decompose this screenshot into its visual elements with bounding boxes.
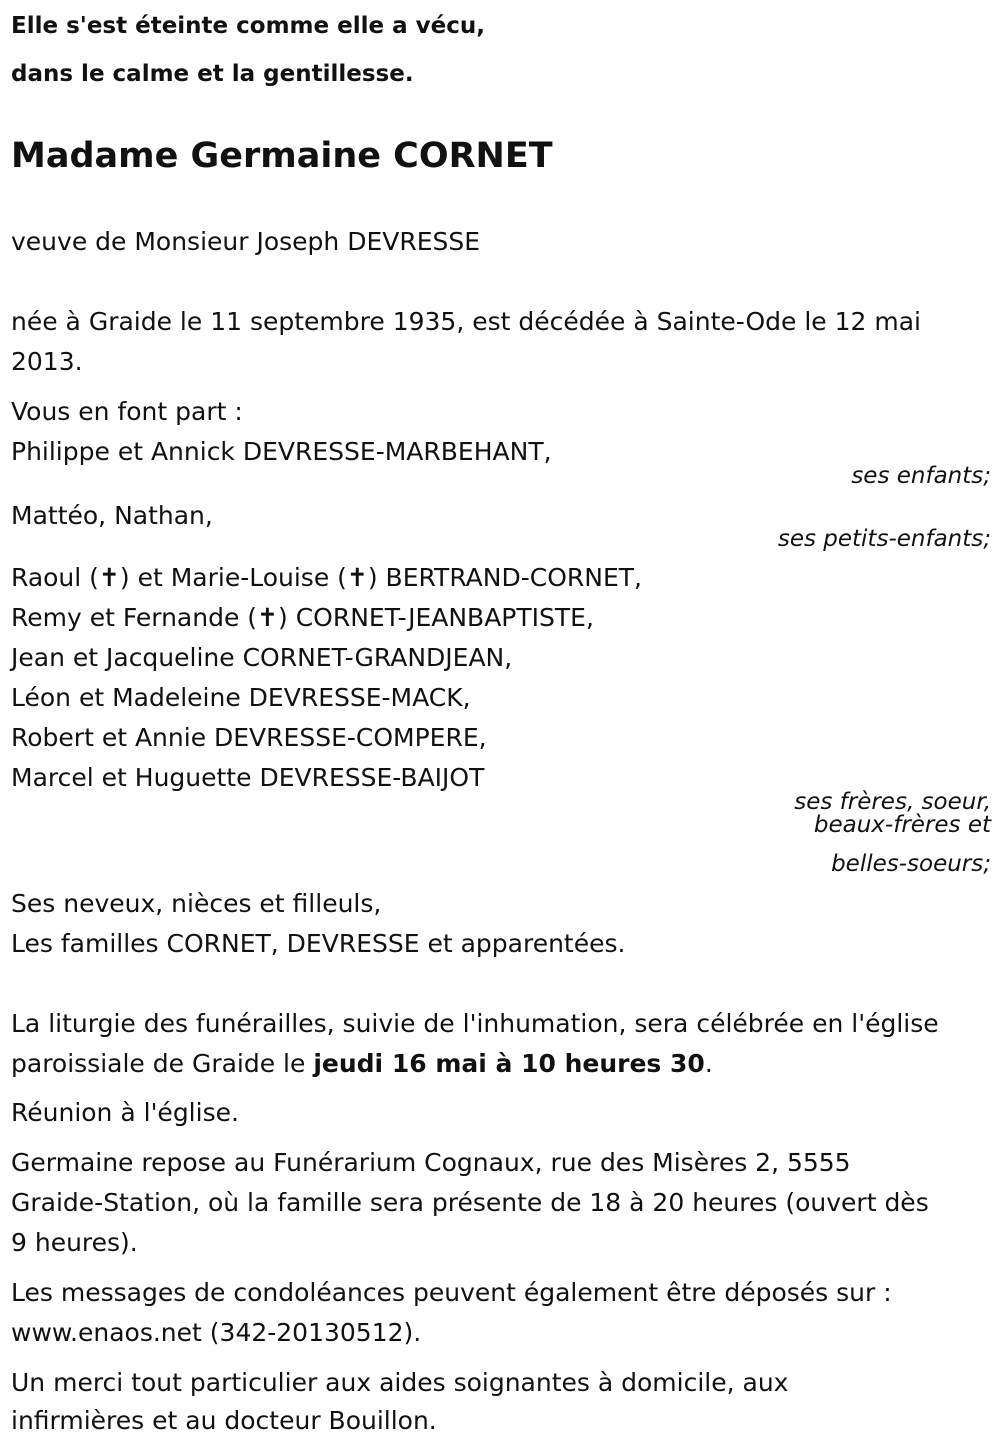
repose-line-1: Germaine repose au Funérarium Cognaux, rue des Misères 2, 5555: [11, 1148, 851, 1177]
repose-line-3: 9 heures).: [11, 1228, 138, 1257]
liturgy-line-2: [11, 1044, 991, 1084]
spouse-line: veuve de Monsieur Joseph DEVRESSE: [11, 227, 481, 256]
epigraph-line-1: Elle s'est éteinte comme elle a vécu,: [11, 13, 485, 39]
others-line-1: Ses neveux, nièces et filleuls,: [11, 889, 382, 918]
thanks-line-2: infirmières et au docteur Bouillon.: [11, 1406, 437, 1435]
liturgy-line-1: La liturgie des funérailles, suivie de l'inhumation, sera célébrée en l'église: [11, 1009, 939, 1038]
announcement-intro: Vous en font part :: [11, 397, 243, 426]
sibling-line: Raoul (✝) et Marie-Louise (✝) BERTRAND-CORNET,: [11, 563, 642, 592]
liturgy-suffix: .: [704, 1049, 713, 1078]
liturgy-prefix: paroissiale de Graide le: [11, 1049, 314, 1078]
children-names: Philippe et Annick DEVRESSE-MARBEHANT,: [11, 437, 552, 466]
repose-line-2: Graide-Station, où la famille sera présente de 18 à 20 heures (ouvert dès: [11, 1188, 929, 1217]
liturgy-date: jeudi 16 mai à 10 heures 30: [313, 1049, 705, 1078]
siblings-role-line-2: beaux-frères et: [813, 812, 991, 838]
sibling-line: Marcel et Huguette DEVRESSE-BAIJOT: [11, 763, 485, 792]
grandchildren-role: ses petits-enfants;: [777, 526, 991, 552]
siblings-role-line-3: belles-soeurs;: [831, 851, 991, 877]
condolences-line-2: www.enaos.net (342-20130512).: [11, 1318, 422, 1347]
sibling-line: Jean et Jacqueline CORNET-GRANDJEAN,: [11, 643, 513, 672]
sibling-line: Remy et Fernande (✝) CORNET-JEANBAPTISTE,: [11, 603, 594, 632]
siblings-role-line-1: ses frères, soeur,: [794, 789, 991, 815]
deceased-name: Madame Germaine CORNET: [11, 136, 553, 176]
thanks-line-1: Un merci tout particulier aux aides soignantes à domicile, aux: [11, 1368, 789, 1397]
sibling-line: Léon et Madeleine DEVRESSE-MACK,: [11, 683, 471, 712]
meeting-line: Réunion à l'église.: [11, 1098, 239, 1127]
epigraph-line-2: dans le calme et la gentillesse.: [11, 61, 414, 87]
sibling-line: Robert et Annie DEVRESSE-COMPERE,: [11, 723, 487, 752]
birth-death-line: née à Graide le 11 septembre 1935, est décédée à Sainte-Ode le 12 mai 2013.: [11, 307, 921, 376]
others-line-2: Les familles CORNET, DEVRESSE et apparentées.: [11, 929, 626, 958]
grandchildren-names: Mattéo, Nathan,: [11, 501, 213, 530]
condolences-line-1: Les messages de condoléances peuvent également être déposés sur :: [11, 1278, 892, 1307]
children-role: ses enfants;: [851, 463, 991, 489]
